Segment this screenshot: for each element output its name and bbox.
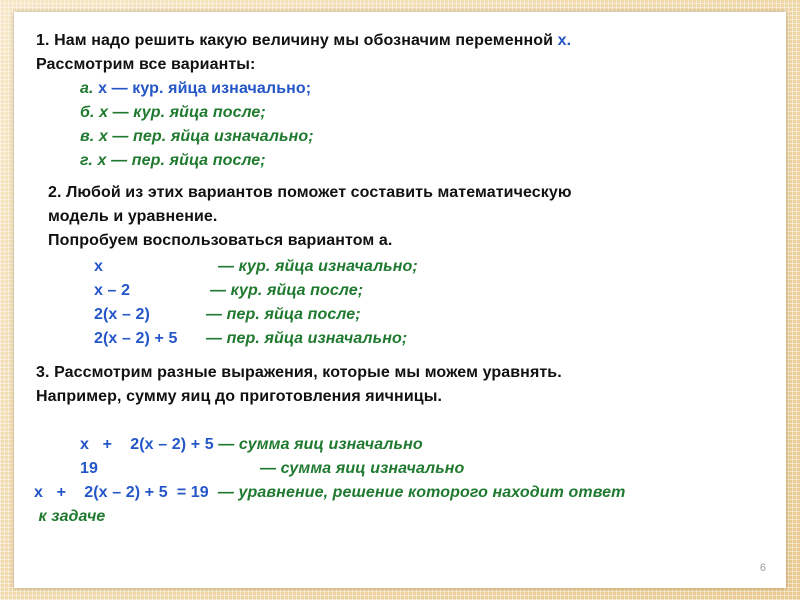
page-number: 6: [759, 562, 766, 574]
sum-expression-row: [80, 436, 423, 454]
model-desc-3: — пер. яйца после;: [206, 306, 361, 323]
total-value: 19: [80, 460, 98, 477]
section3-line1: 3. Рассмотрим разные выражения, которые мы можем уравнять.: [36, 364, 562, 381]
section1-subheading: Рассмотрим все варианты:: [36, 56, 256, 73]
option-c-letter: в.: [80, 128, 95, 145]
option-d-text: x — пер. яйца после;: [92, 152, 266, 169]
equation-row: [34, 484, 625, 502]
section2-line1: 2. Любой из этих вариантов поможет составить математическую: [48, 184, 572, 201]
section2-line3: Попробуем воспользоваться вариантом а.: [48, 232, 393, 249]
model-expr-3: 2(x – 2): [94, 306, 150, 323]
option-c: [80, 128, 314, 146]
sum-expression-desc: — сумма яиц изначально: [213, 436, 423, 453]
option-a: [80, 80, 311, 98]
section1-heading-text: 1. Нам надо решить какую величину мы обозначим переменной: [36, 32, 558, 49]
section1-heading-suffix: .: [566, 32, 572, 49]
option-b: [80, 104, 266, 122]
equation-desc: — уравнение, решение которого находит ответ: [208, 484, 626, 501]
option-b-letter: б.: [80, 104, 95, 121]
option-d-letter: г.: [80, 152, 93, 169]
option-c-text: x — пер. яйца изначально;: [94, 128, 314, 145]
model-desc-4: — пер. яйца изначально;: [206, 330, 408, 347]
equation-desc-cont: к задаче: [34, 508, 106, 525]
option-b-text: x — кур. яйца после;: [94, 104, 266, 121]
sum-expression: x + 2(x – 2) + 5: [80, 436, 214, 453]
model-expr-4: 2(x – 2) + 5: [94, 330, 178, 347]
model-desc-1: — кур. яйца изначально;: [218, 258, 418, 275]
section2-line2: модель и уравнение.: [48, 208, 218, 225]
section3-line2: Например, сумму яиц до приготовления яичницы.: [36, 388, 443, 405]
section1-heading: [36, 32, 571, 50]
model-expr-2: x – 2: [94, 282, 131, 299]
option-d: [80, 152, 266, 170]
total-value-desc: — сумма яиц изначально: [260, 460, 465, 477]
option-a-letter: а.: [80, 80, 94, 97]
section1-heading-var: x: [557, 32, 567, 49]
equation: x + 2(x – 2) + 5 = 19: [34, 484, 209, 501]
model-expr-1: x: [94, 258, 103, 275]
model-desc-2: — кур. яйца после;: [210, 282, 364, 299]
option-a-text: x — кур. яйца изначально;: [93, 80, 312, 97]
slide: [14, 12, 786, 588]
